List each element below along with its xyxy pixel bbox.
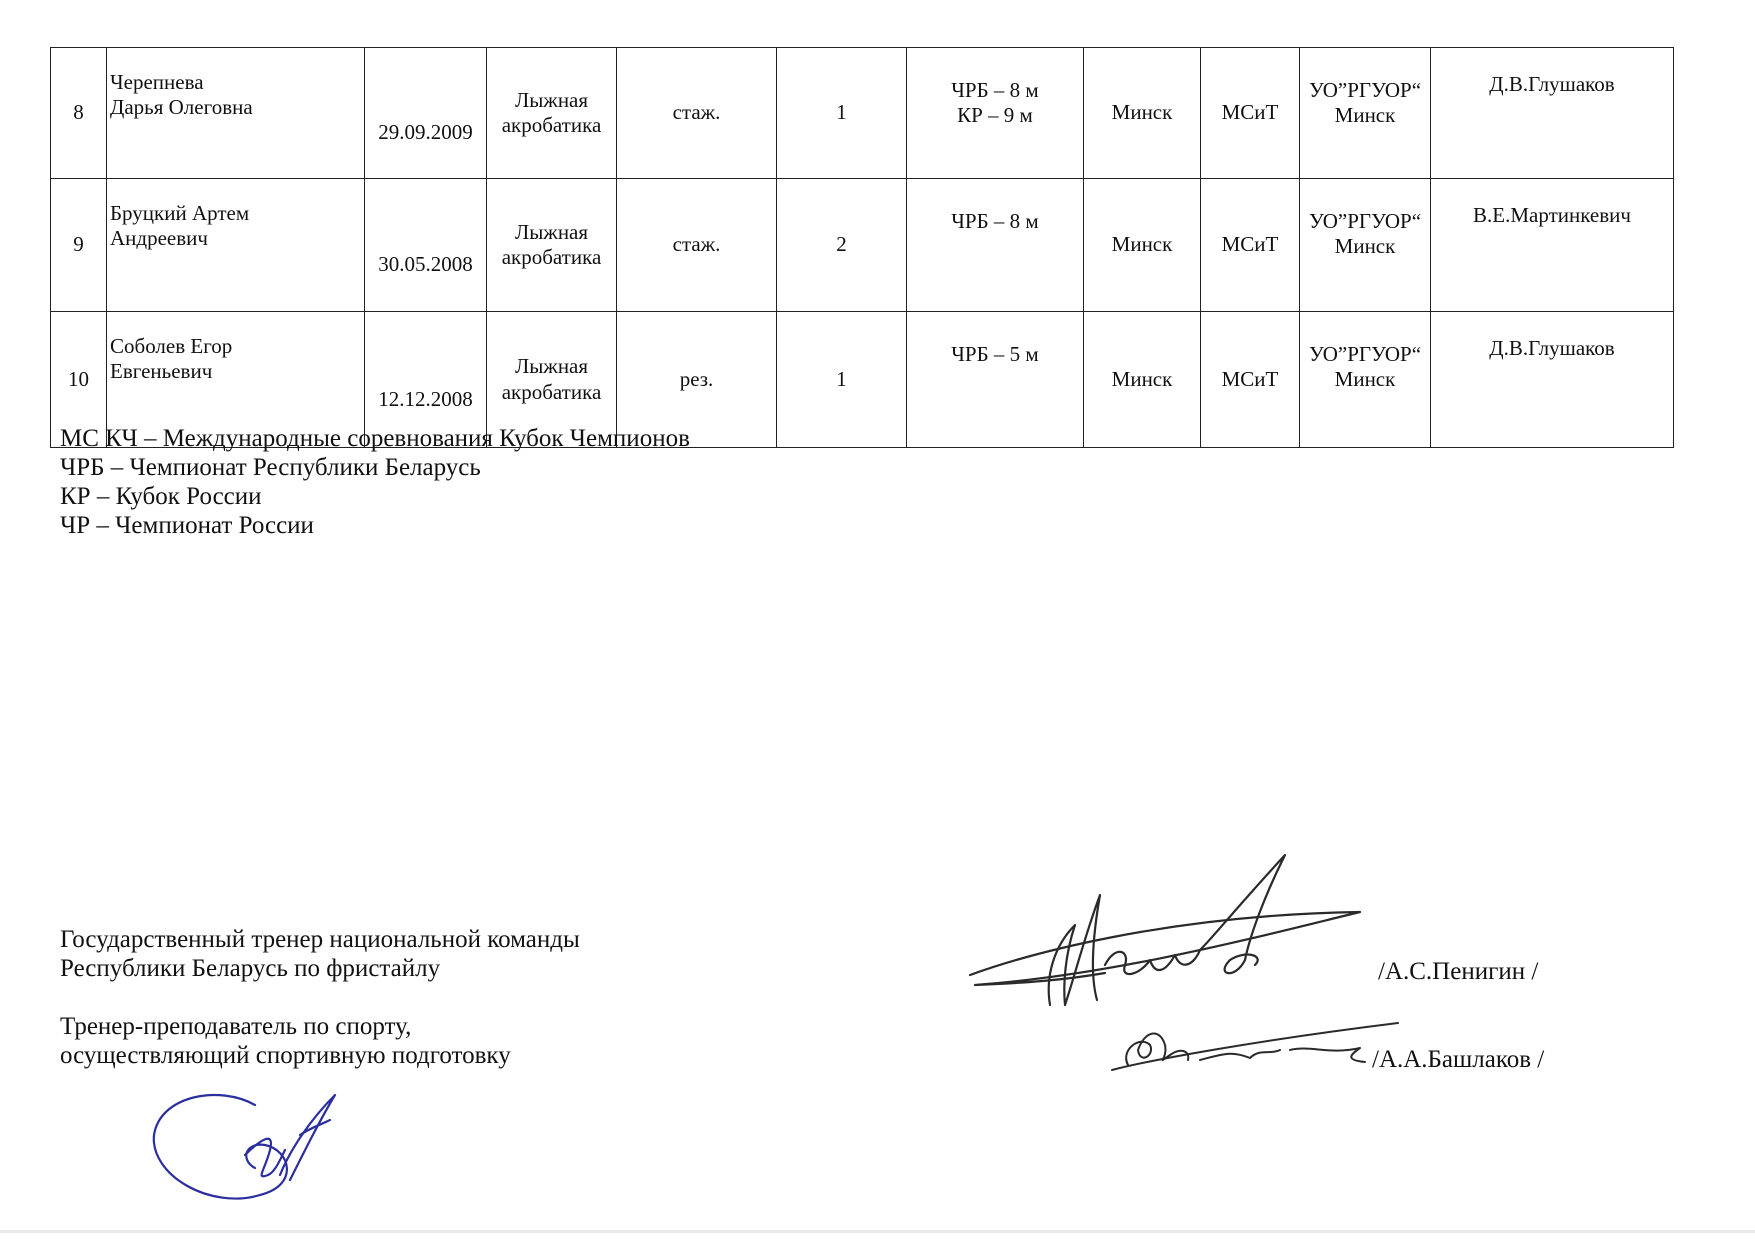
head-coach-name: /А.С.Пенигин /: [1378, 958, 1539, 985]
cell-discipline: [487, 179, 617, 312]
cell-text: 1: [836, 100, 847, 125]
cell-city: [1084, 312, 1201, 448]
cell-competition-result: [907, 48, 1084, 179]
cell-text: 8: [73, 100, 84, 125]
cell-text: акробатика: [501, 379, 602, 404]
cell-status: [617, 48, 777, 179]
cell-number: [51, 179, 107, 312]
table-row: [51, 179, 1674, 312]
cell-city: [1084, 48, 1201, 179]
head-coach-signature: [965, 855, 1365, 1015]
cell-discipline: [487, 48, 617, 179]
cell-organization: [1300, 48, 1431, 179]
cell-coach: [1431, 312, 1674, 448]
cell-text: МСиТ: [1221, 232, 1279, 257]
cell-text: Черепнева: [110, 70, 204, 94]
head-coach-title-line1: Государственный тренер национальной команды: [60, 926, 580, 953]
cell-competition-result: [907, 179, 1084, 312]
cell-text: стаж.: [672, 232, 721, 257]
cell-text: Евгеньевич: [110, 359, 213, 384]
trainer-title-line1: Тренер-преподаватель по спорту,: [60, 1013, 412, 1040]
cell-text: стаж.: [672, 100, 721, 125]
cell-text: Дарья Олеговна: [110, 95, 253, 120]
cell-text: ЧРБ – 8 м: [951, 209, 1039, 233]
cell-text: Соболев Егор: [110, 334, 233, 358]
trainer-title-line2: осуществляющий спортивную подготовку: [60, 1042, 511, 1069]
cell-text: КР – 9 м: [957, 103, 1033, 128]
head-coach-title: [60, 925, 580, 983]
trainer-signature: [1110, 1020, 1400, 1080]
cell-number: [51, 48, 107, 179]
cell-birth-date: [365, 179, 487, 312]
legend-line: КР – Кубок России: [60, 483, 262, 510]
cell-rank: [777, 179, 907, 312]
cell-text: В.Е.Мартинкевич: [1473, 203, 1631, 227]
cell-organization: [1300, 312, 1431, 448]
cell-text: Минск: [1111, 232, 1173, 257]
table-body: [51, 48, 1674, 448]
cell-text: УО”РГУОР“: [1308, 209, 1422, 233]
cell-text: ЧРБ – 8 м: [951, 78, 1039, 102]
cell-athlete-name: [107, 48, 365, 179]
cell-text: 29.09.2009: [378, 120, 473, 145]
cell-athlete-name: [107, 179, 365, 312]
cell-text: акробатика: [501, 245, 602, 269]
cell-city: [1084, 179, 1201, 312]
cell-text: Лыжная: [514, 87, 589, 112]
blue-ink-signature: [150, 1080, 350, 1225]
cell-text: акробатика: [501, 113, 602, 137]
cell-text: Лыжная: [514, 354, 589, 379]
cell-text: МСиТ: [1221, 366, 1279, 391]
cell-text: УО”РГУОР“: [1308, 78, 1422, 102]
cell-text: ЧРБ – 5 м: [951, 342, 1039, 366]
cell-text: 10: [68, 366, 89, 391]
legend-line: ЧРБ – Чемпионат Республики Беларусь: [60, 454, 481, 481]
cell-text: 9: [73, 232, 84, 257]
cell-text: Андреевич: [110, 226, 208, 251]
cell-coach: [1431, 48, 1674, 179]
cell-text: Минск: [1334, 103, 1396, 128]
cell-text: Лыжная: [514, 219, 589, 244]
cell-department: [1201, 48, 1300, 179]
cell-text: 12.12.2008: [378, 386, 473, 411]
scan-edge: [0, 1230, 1755, 1233]
cell-text: 2: [836, 232, 847, 257]
head-coach-title-line2: Республики Беларусь по фристайлу: [60, 955, 441, 982]
cell-department: [1201, 312, 1300, 448]
signature-strokes: [970, 855, 1360, 1005]
trainer-name: /А.А.Башлаков /: [1372, 1046, 1545, 1073]
trainer-title: [60, 1012, 511, 1070]
abbreviations-legend: [60, 424, 690, 540]
cell-rank: [777, 312, 907, 448]
signature-strokes: [1112, 1023, 1398, 1070]
cell-competition-result: [907, 312, 1084, 448]
cell-text: УО”РГУОР“: [1308, 342, 1422, 366]
signature-strokes: [154, 1095, 335, 1199]
table-row: [51, 48, 1674, 179]
legend-line: МС КЧ – Международные соревнования Кубок Чемпионов: [60, 425, 690, 452]
cell-text: Д.В.Глушаков: [1489, 72, 1615, 96]
cell-text: 1: [836, 366, 847, 391]
cell-coach: [1431, 179, 1674, 312]
cell-text: Д.В.Глушаков: [1489, 336, 1615, 360]
cell-rank: [777, 48, 907, 179]
cell-text: рез.: [679, 366, 714, 391]
cell-text: Минск: [1111, 100, 1173, 125]
cell-status: [617, 179, 777, 312]
cell-organization: [1300, 179, 1431, 312]
athletes-table: [50, 47, 1674, 448]
cell-department: [1201, 179, 1300, 312]
cell-text: Минск: [1334, 367, 1396, 392]
cell-text: Бруцкий Артем: [110, 201, 250, 225]
cell-text: 30.05.2008: [378, 252, 473, 277]
cell-birth-date: [365, 48, 487, 179]
legend-line: ЧР – Чемпионат России: [60, 512, 314, 539]
cell-text: Минск: [1111, 366, 1173, 391]
cell-text: Минск: [1334, 234, 1396, 259]
cell-text: МСиТ: [1221, 100, 1279, 125]
